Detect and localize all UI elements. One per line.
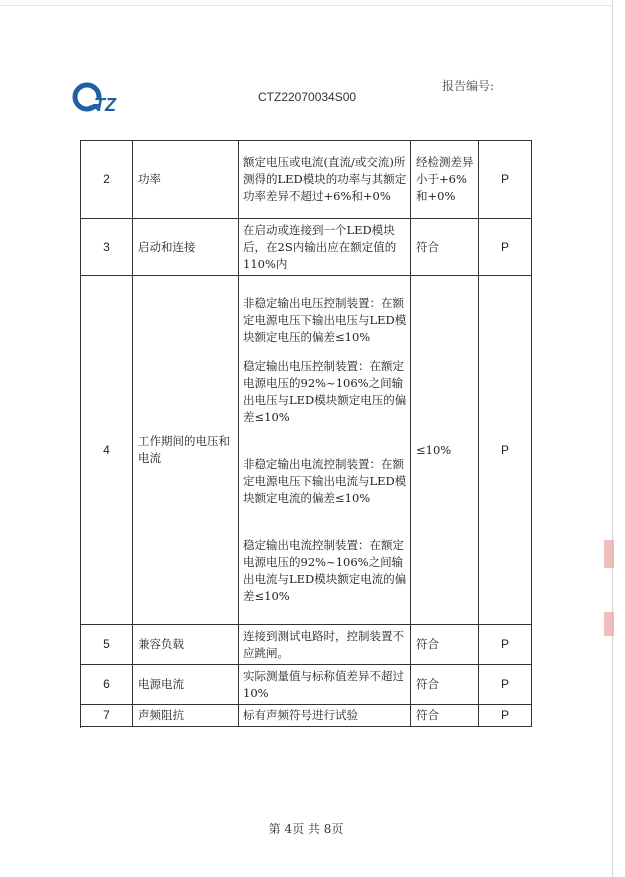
requirement-text: 连接到测试电路时，控制装置不应跳闸。 xyxy=(243,628,404,660)
requirement-text: 实际测量值与标称值差异不超过10% xyxy=(243,668,404,700)
judgement: P xyxy=(479,625,532,665)
requirement-text: 非稳定输出电压控制装置：在额定电源电压下输出电压与LED模块额定电压的偏差≤10% xyxy=(243,296,407,344)
report-number-label: 报告编号: xyxy=(442,79,495,93)
seal-stamp-fragment xyxy=(604,540,614,568)
row-number: 7 xyxy=(81,705,133,727)
test-item: 启动和连接 xyxy=(133,219,239,276)
test-item: 工作期间的电压和电流 xyxy=(133,276,239,625)
judgement: P xyxy=(479,276,532,625)
test-result: ≤10% xyxy=(411,276,479,625)
requirement-text: 非稳定输出电流控制装置：在额定电源电压下输出电流与LED模块额定电流的偏差≤10% xyxy=(243,457,407,505)
requirement xyxy=(239,665,411,705)
requirement-text: 稳定输出电流控制装置：在额定电源电压的92%~106%之间输出电流与LED模块额定电流的偏差≤10% xyxy=(243,538,407,603)
judgement: P xyxy=(479,219,532,276)
requirement-text: 稳定输出电压控制装置：在额定电源电压的92%~106%之间输出电压与LED模块额定电压的偏差≤10% xyxy=(243,359,407,424)
logo-text: TZ xyxy=(94,95,116,115)
row-number: 5 xyxy=(81,625,133,665)
table-row xyxy=(81,625,532,665)
page-left-margin-line xyxy=(80,140,81,728)
judgement: P xyxy=(479,665,532,705)
requirement xyxy=(239,276,411,625)
test-result: 符合 xyxy=(411,665,479,705)
seal-stamp-fragment xyxy=(604,612,614,636)
test-results-table xyxy=(80,140,532,727)
ctz-logo-icon xyxy=(70,78,130,118)
test-result: 经检测差异小于+6%和+0% xyxy=(411,141,479,219)
requirement xyxy=(239,705,411,727)
judgement: P xyxy=(479,141,532,219)
page-number: 第 4页 共 8页 xyxy=(268,822,344,836)
page-right-edge xyxy=(612,0,613,877)
test-result: 符合 xyxy=(411,705,479,727)
test-item: 声频阻抗 xyxy=(133,705,239,727)
table-row xyxy=(81,141,532,219)
test-item: 兼容负载 xyxy=(133,625,239,665)
table-row xyxy=(81,219,532,276)
page-top-edge xyxy=(0,5,612,6)
row-number: 3 xyxy=(81,219,133,276)
row-number: 4 xyxy=(81,276,133,625)
table-row xyxy=(81,705,532,727)
requirement-text: 在启动或连接到一个LED模块后，在2S内输出应在额定值的110%内 xyxy=(243,222,397,271)
table-row xyxy=(81,665,532,705)
requirement xyxy=(239,141,411,219)
test-item: 电源电流 xyxy=(133,665,239,705)
requirement-text: 额定电压或电流(直流/或交流)所测得的LED模块的功率与其额定功率差异不超过+6%和+0% xyxy=(243,155,407,203)
requirement-text: 标有声频符号进行试验 xyxy=(243,708,358,722)
requirement xyxy=(239,219,411,276)
judgement: P xyxy=(479,705,532,727)
row-number: 6 xyxy=(81,665,133,705)
report-code: CTZ22070034S00 xyxy=(258,90,357,104)
table-row xyxy=(81,276,532,625)
test-item: 功率 xyxy=(133,141,239,219)
requirement xyxy=(239,625,411,665)
test-result: 符合 xyxy=(411,219,479,276)
row-number: 2 xyxy=(81,141,133,219)
company-logo xyxy=(70,78,130,118)
test-result: 符合 xyxy=(411,625,479,665)
